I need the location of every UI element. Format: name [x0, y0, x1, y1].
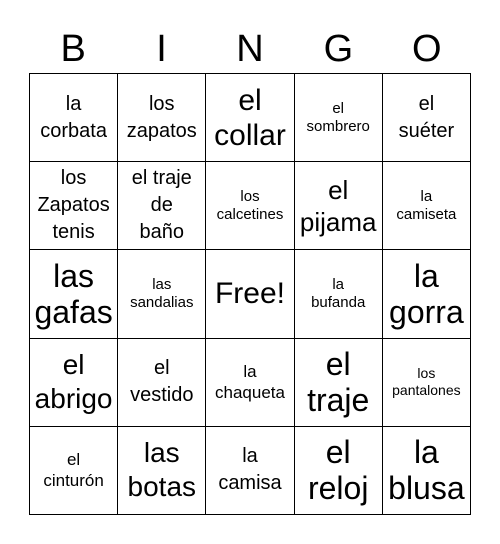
bingo-cell-r3c5[interactable]: [383, 250, 471, 338]
cell-text: el vestido: [130, 357, 194, 407]
header-letter-i: I: [156, 28, 167, 70]
cell-text: la chaqueta: [215, 362, 285, 403]
bingo-cell-r2c2[interactable]: [118, 162, 206, 250]
bingo-cell-r3c2[interactable]: [118, 250, 206, 338]
bingo-cell-r4c5[interactable]: [383, 339, 471, 427]
header-letter-n: N: [236, 28, 264, 70]
cell-text: los zapatos: [126, 92, 197, 142]
bingo-cell-r5c3[interactable]: [206, 427, 294, 515]
bingo-cell-r3c3[interactable]: [206, 250, 294, 338]
cell-text: el cinturón: [43, 450, 104, 491]
cell-text: el suéter: [398, 92, 455, 142]
bingo-cell-r2c1[interactable]: [30, 162, 118, 250]
cell-text: el collar: [214, 83, 286, 152]
cell-text: la blusa: [388, 434, 465, 507]
cell-text: el traje: [307, 346, 370, 419]
bingo-cell-r2c5[interactable]: [383, 162, 471, 250]
bingo-cell-r3c1[interactable]: [30, 250, 118, 338]
bingo-cell-r4c4[interactable]: [295, 339, 383, 427]
header-letter-o: O: [411, 28, 442, 70]
cell-text: el pijama: [299, 174, 377, 237]
bingo-cell-r5c5[interactable]: [383, 427, 471, 515]
bingo-cell-r1c3[interactable]: [206, 74, 294, 162]
cell-text: el reloj: [307, 434, 369, 507]
bingo-cell-r4c1[interactable]: [30, 339, 118, 427]
bingo-cell-r1c5[interactable]: [383, 74, 471, 162]
bingo-cell-r2c4[interactable]: [295, 162, 383, 250]
header-letter-g: G: [323, 28, 354, 70]
cell-text: la camisa: [218, 445, 282, 495]
cell-text: el sombrero: [306, 99, 370, 135]
cell-text: las botas: [127, 437, 197, 503]
cell-text: la camiseta: [396, 187, 457, 223]
cell-text: la gorra: [389, 257, 464, 330]
cell-text: el traje de baño: [131, 167, 192, 244]
bingo-header: [29, 24, 471, 74]
cell-text: el abrigo: [34, 349, 113, 415]
cell-text: los Zapatos tenis: [37, 167, 110, 244]
bingo-cell-r5c2[interactable]: [118, 427, 206, 515]
bingo-cell-r4c2[interactable]: [118, 339, 206, 427]
bingo-cell-r1c4[interactable]: [295, 74, 383, 162]
bingo-cell-r4c3[interactable]: [206, 339, 294, 427]
bingo-cell-r5c4[interactable]: [295, 427, 383, 515]
cell-text: las sandalias: [130, 275, 194, 311]
bingo-cell-r5c1[interactable]: [30, 427, 118, 515]
bingo-cell-r3c4[interactable]: [295, 250, 383, 338]
bingo-cell-r1c2[interactable]: [118, 74, 206, 162]
bingo-cell-r1c1[interactable]: [30, 74, 118, 162]
cell-text: la bufanda: [311, 275, 366, 311]
bingo-cell-r2c3[interactable]: [206, 162, 294, 250]
free-space-text: Free!: [214, 277, 285, 311]
bingo-grid: [29, 73, 471, 515]
cell-text: la corbata: [40, 92, 107, 142]
header-letter-b: B: [60, 28, 86, 70]
cell-text: los calcetines: [216, 187, 284, 223]
cell-text: los pantalones: [392, 365, 461, 399]
cell-text: las gafas: [34, 257, 113, 330]
